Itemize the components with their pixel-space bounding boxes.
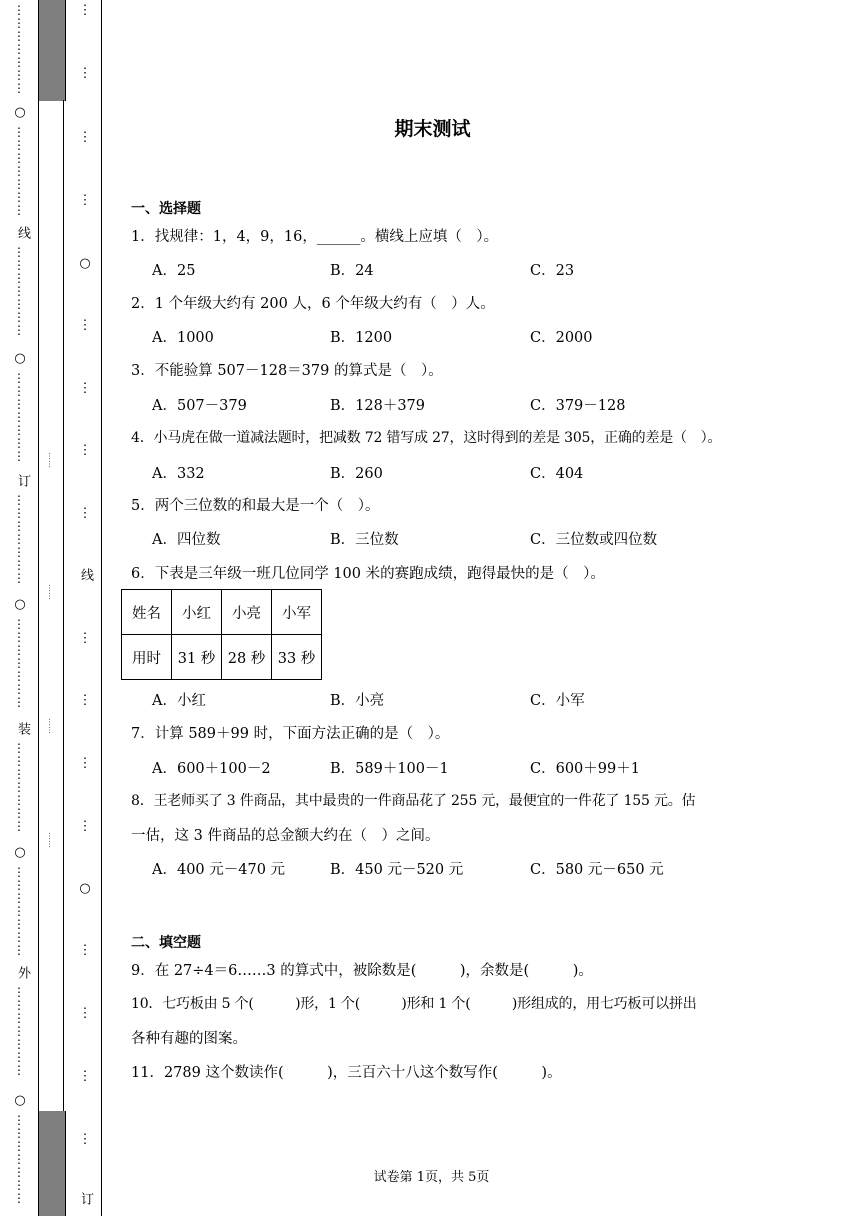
question-5: 5．两个三位数的和最大是一个（ ）。 — [131, 498, 380, 514]
binding-margin-outer — [0, 0, 38, 1216]
table-row — [122, 590, 322, 635]
option-b: B．589＋100－1 — [330, 761, 449, 777]
dotted-line: ⋮ ⋮ ⋮ ⋮ ⋮ ⋮ ⋮ — [13, 493, 25, 585]
question-2: 2．1 个年级大约有 200 人，6 个年级大约有（ ）人。 — [131, 296, 495, 312]
table-cell: 31 秒 — [172, 635, 222, 680]
option-b: B．260 — [330, 466, 383, 482]
question-7: 7．计算 589＋99 时，下面方法正确的是（ ）。 — [131, 726, 450, 742]
question-9: 9．在 27÷4＝6……3 的算式中，被除数是( )，余数是( )。 — [131, 963, 593, 979]
option-a: A．小红 — [152, 693, 206, 709]
circle-mark: ○ — [14, 845, 26, 860]
circle-mark: ○ — [14, 105, 26, 120]
option-b: B．24 — [330, 263, 374, 279]
page-footer: 试卷第 1页，共 5页 — [373, 1170, 490, 1185]
dotted-mark: ⋮ — [78, 693, 92, 708]
mid-mark: …… — [47, 832, 56, 848]
circle-mark: ○ — [14, 1093, 26, 1108]
mid-mark: …… — [47, 452, 56, 468]
option-c: C．600＋99＋1 — [530, 761, 640, 777]
section-heading: 一、选择题 — [131, 201, 201, 217]
margin-char-ding: 订 — [15, 474, 30, 487]
option-a: A．25 — [152, 263, 196, 279]
dotted-line: ⋮ ⋮ ⋮ ⋮ ⋮ ⋮ ⋮ — [13, 985, 25, 1077]
question-10-continued: 各种有趣的图案。 — [131, 1031, 247, 1047]
gray-band-bottom — [38, 1111, 66, 1216]
section-heading: 二、填空题 — [131, 935, 201, 951]
circle-mark: ○ — [14, 597, 26, 612]
dotted-line: ⋮ ⋮ ⋮ ⋮ ⋮ ⋮ ⋮ — [13, 125, 25, 217]
question-11: 11．2789 这个数读作( )，三百六十八这个数写作( )。 — [131, 1065, 562, 1081]
table-cell: 小军 — [272, 590, 322, 635]
mid-mark: …… — [47, 718, 56, 734]
table-cell: 33 秒 — [272, 635, 322, 680]
question-8-continued: 一估，这 3 件商品的总金额大约在（ ）之间。 — [131, 828, 440, 844]
option-c: C．23 — [530, 263, 575, 279]
margin-char-xian: 线 — [15, 226, 30, 239]
binding-margin-middle — [38, 100, 64, 1112]
table-cell: 小红 — [172, 590, 222, 635]
dotted-mark: ⋮ — [78, 1069, 92, 1084]
dotted-line: ⋮ ⋮ ⋮ ⋮ ⋮ ⋮ ⋮ — [13, 1113, 25, 1205]
dotted-line: ⋮ ⋮ ⋮ ⋮ ⋮ ⋮ ⋮ — [13, 865, 25, 957]
option-c: C．404 — [530, 466, 584, 482]
option-a: A．1000 — [152, 330, 214, 346]
question-1: 1．找规律：1，4，9，16，______。横线上应填（ ）。 — [131, 229, 499, 245]
circle-mark: ○ — [14, 351, 26, 366]
dotted-mark: ⋮ — [78, 193, 92, 208]
dotted-mark: ⋮ — [78, 1132, 92, 1147]
table-cell: 用时 — [122, 635, 172, 680]
question-10: 10．七巧板由 5 个( )形，1 个( )形和 1 个( )形组成的，用七巧板可以拼出 — [131, 996, 697, 1012]
margin-char-xian: 线 — [78, 568, 93, 581]
option-b: B．450 元－520 元 — [330, 862, 464, 878]
question-8: 8．王老师买了 3 件商品，其中最贵的一件商品花了 255 元，最便宜的一件花了 155 元。估 — [131, 793, 696, 809]
table-cell: 姓名 — [122, 590, 172, 635]
option-b: B．小亮 — [330, 693, 385, 709]
mid-mark: …… — [47, 584, 56, 600]
table-cell: 小亮 — [222, 590, 272, 635]
option-a: A．507－379 — [152, 398, 247, 414]
dotted-line: ⋮ ⋮ ⋮ ⋮ ⋮ ⋮ ⋮ — [13, 3, 25, 95]
dotted-mark: ⋮ — [78, 443, 92, 458]
option-a: A．四位数 — [152, 532, 221, 548]
dotted-mark: ⋮ — [78, 130, 92, 145]
option-a: A．400 元－470 元 — [152, 862, 286, 878]
option-c: C．2000 — [530, 330, 593, 346]
option-c: C．379－128 — [530, 398, 626, 414]
table-row — [122, 635, 322, 680]
circle-mark: ○ — [79, 256, 91, 271]
dotted-mark: ⋮ — [78, 1006, 92, 1021]
race-results-table — [121, 589, 322, 680]
dotted-mark: ⋮ — [78, 381, 92, 396]
circle-mark: ○ — [79, 881, 91, 896]
question-4: 4．小马虎在做一道减法题时，把减数 72 错写成 27，这时得到的差是 305，正确的差是（ ）。 — [131, 430, 722, 446]
dotted-mark: ⋮ — [78, 318, 92, 333]
option-c: C．三位数或四位数 — [530, 532, 658, 548]
margin-char-ding: 订 — [78, 1192, 93, 1205]
margin-char-wai: 外 — [15, 966, 30, 979]
dotted-mark: ⋮ — [78, 756, 92, 771]
option-b: B．三位数 — [330, 532, 399, 548]
dotted-mark: ⋮ — [78, 819, 92, 834]
dotted-mark: ⋮ — [78, 943, 92, 958]
dotted-mark: ⋮ — [78, 506, 92, 521]
option-a: A．332 — [152, 466, 205, 482]
option-c: C．小军 — [530, 693, 585, 709]
dotted-mark: ⋮ — [78, 631, 92, 646]
question-3: 3．不能验算 507－128＝379 的算式是（ ）。 — [131, 363, 443, 379]
dotted-mark: ⋮ — [78, 66, 92, 81]
question-6: 6．下表是三年级一班几位同学 100 米的赛跑成绩，跑得最快的是（ ）。 — [131, 566, 605, 582]
table-cell: 28 秒 — [222, 635, 272, 680]
dotted-line: ⋮ ⋮ ⋮ ⋮ ⋮ ⋮ ⋮ — [13, 617, 25, 709]
dotted-mark: ⋮ — [78, 3, 92, 18]
option-a: A．600＋100－2 — [152, 761, 271, 777]
option-b: B．1200 — [330, 330, 393, 346]
margin-char-zhuang: 装 — [15, 722, 30, 735]
option-b: B．128＋379 — [330, 398, 426, 414]
dotted-line: ⋮ ⋮ ⋮ ⋮ ⋮ ⋮ ⋮ — [13, 371, 25, 463]
binding-margin-inner — [64, 0, 102, 1216]
dotted-line: ⋮ ⋮ ⋮ ⋮ ⋮ ⋮ ⋮ — [13, 245, 25, 337]
gray-band-top — [38, 0, 66, 101]
page-title: 期末测试 — [394, 118, 471, 140]
option-c: C．580 元－650 元 — [530, 862, 664, 878]
dotted-line: ⋮ ⋮ ⋮ ⋮ ⋮ ⋮ ⋮ — [13, 741, 25, 833]
